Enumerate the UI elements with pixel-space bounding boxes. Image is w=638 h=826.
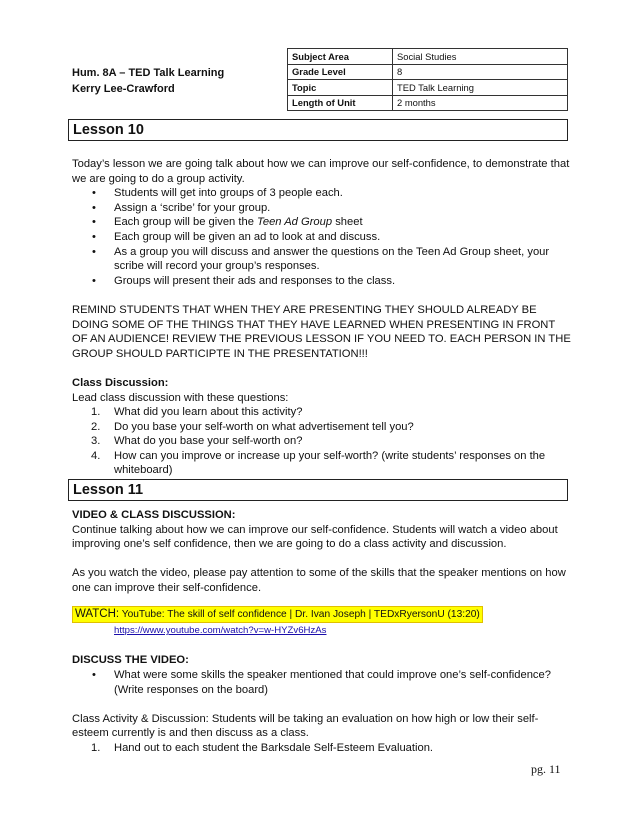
- watch-label: WATCH:: [75, 607, 120, 620]
- list-item: • Students will get into groups of 3 people each.: [72, 186, 572, 201]
- discussion-questions: [72, 405, 572, 478]
- teen-ad-group-sheet-name: Teen Ad Group: [257, 216, 333, 229]
- watch-video-title: YouTube: The skill of self confidence | Dr. Ivan Joseph | TEDxRyersonU (13:20): [121, 608, 480, 620]
- activity-steps: [72, 741, 572, 756]
- step-text: Hand out to each student the Barksdale Self-Esteem Evaluation.: [114, 741, 434, 754]
- watch-note: As you watch the video, please pay attention to some of the skills that the speaker mentions on how one can improve their self-confidence.: [72, 567, 566, 594]
- watch-callout: [72, 606, 483, 624]
- list-item: [72, 215, 572, 230]
- question-text: What did you learn about this activity?: [114, 406, 303, 419]
- lesson-10-title: Lesson 10: [68, 119, 568, 141]
- info-value: Social Studies: [393, 49, 568, 65]
- list-item: • Assign a ‘scribe’ for your group.: [72, 201, 572, 216]
- info-row: [288, 64, 568, 80]
- info-row: [288, 49, 568, 65]
- list-item-text: Each group will be given the: [114, 216, 254, 229]
- class-discussion-heading: Class Discussion:: [72, 376, 169, 389]
- lesson-11-body: [72, 508, 572, 756]
- video-discussion-heading: VIDEO & CLASS DISCUSSION:: [72, 509, 236, 521]
- lesson-10-intro: Today’s lesson we are going talk about how we can improve our self-confidence, to demonstrate that we are going to do a group activity.: [72, 158, 570, 185]
- course-header: [72, 65, 224, 97]
- unit-info-table: [287, 48, 568, 111]
- question-text: How can you improve or increase up your self-worth? (write students’ responses on the whiteboard): [114, 449, 546, 477]
- discuss-video-bullets: [72, 668, 572, 697]
- list-item-text-tail: sheet: [332, 216, 363, 229]
- list-item: 2. Do you base your self-worth on what advertisement tell you?: [91, 420, 414, 433]
- list-item: 4. How can you improve or increase up your self-worth? (write students’ responses on the whiteboard): [91, 449, 546, 477]
- list-item: • What were some skills the speaker mentioned that could improve one’s self-confidence? (Write responses on the board): [72, 668, 572, 697]
- lesson-11-title: Lesson 11: [68, 479, 568, 501]
- info-label: Subject Area: [288, 49, 393, 65]
- info-value: 2 months: [393, 95, 568, 111]
- list-item: • As a group you will discuss and answer the questions on the Teen Ad Group sheet, your scribe will record your group’s responses.: [72, 245, 572, 274]
- list-item: 3. What do you base your self-worth on?: [91, 435, 303, 448]
- list-item: • Each group will be given an ad to look at and discuss.: [72, 230, 572, 245]
- info-value: 8: [393, 64, 568, 80]
- question-text: Do you base your self-worth on what advertisement tell you?: [114, 420, 414, 433]
- list-item: 1. What did you learn about this activity?: [91, 406, 303, 419]
- info-row: [288, 95, 568, 111]
- discuss-video-heading: DISCUSS THE VIDEO:: [72, 654, 189, 667]
- lesson-10-body: [72, 157, 572, 478]
- info-value: TED Talk Learning: [393, 80, 568, 96]
- info-label: Length of Unit: [288, 95, 393, 111]
- list-item: • Groups will present their ads and responses to the class.: [72, 274, 572, 289]
- remind-note: REMIND STUDENTS THAT WHEN THEY ARE PRESENTING THEY SHOULD ALREADY BE DOING SOME OF THE THINGS THAT THEY HAVE LEARNED WHEN PRESENTING IN FRONT OF AN AUDIENCE! REVIEW THE PREVIOUS LESSON IF YOU NEED TO. EACH PERSON IN THE GROUP SHOULD PARTICIPTE IN THE PRESENTATION!!!: [72, 303, 571, 360]
- list-item: 1. Hand out to each student the Barksdale Self-Esteem Evaluation.: [91, 741, 434, 754]
- lesson-11-intro: Continue talking about how we can improve our self-confidence. Students will watch a video about improving one’s self confidence, then we are going to do a class activity and discussion.: [72, 523, 558, 551]
- class-activity: Class Activity & Discussion: Students will be taking an evaluation on how high or low their self-esteem currently is and then discuss as a class.: [72, 712, 539, 740]
- info-row: [288, 80, 568, 96]
- lesson-10-bullets: [72, 186, 572, 288]
- class-discussion-intro: Lead class discussion with these questions:: [72, 391, 289, 404]
- question-text: What do you base your self-worth on?: [114, 435, 303, 448]
- video-link[interactable]: https://www.youtube.com/watch?v=w-HYZv6HzAs: [114, 625, 327, 637]
- info-label: Grade Level: [288, 64, 393, 80]
- teacher-name: Kerry Lee-Crawford: [72, 83, 175, 95]
- info-label: Topic: [288, 80, 393, 96]
- page-number: pg. 11: [531, 762, 561, 776]
- course-title: Hum. 8A – TED Talk Learning: [72, 67, 225, 79]
